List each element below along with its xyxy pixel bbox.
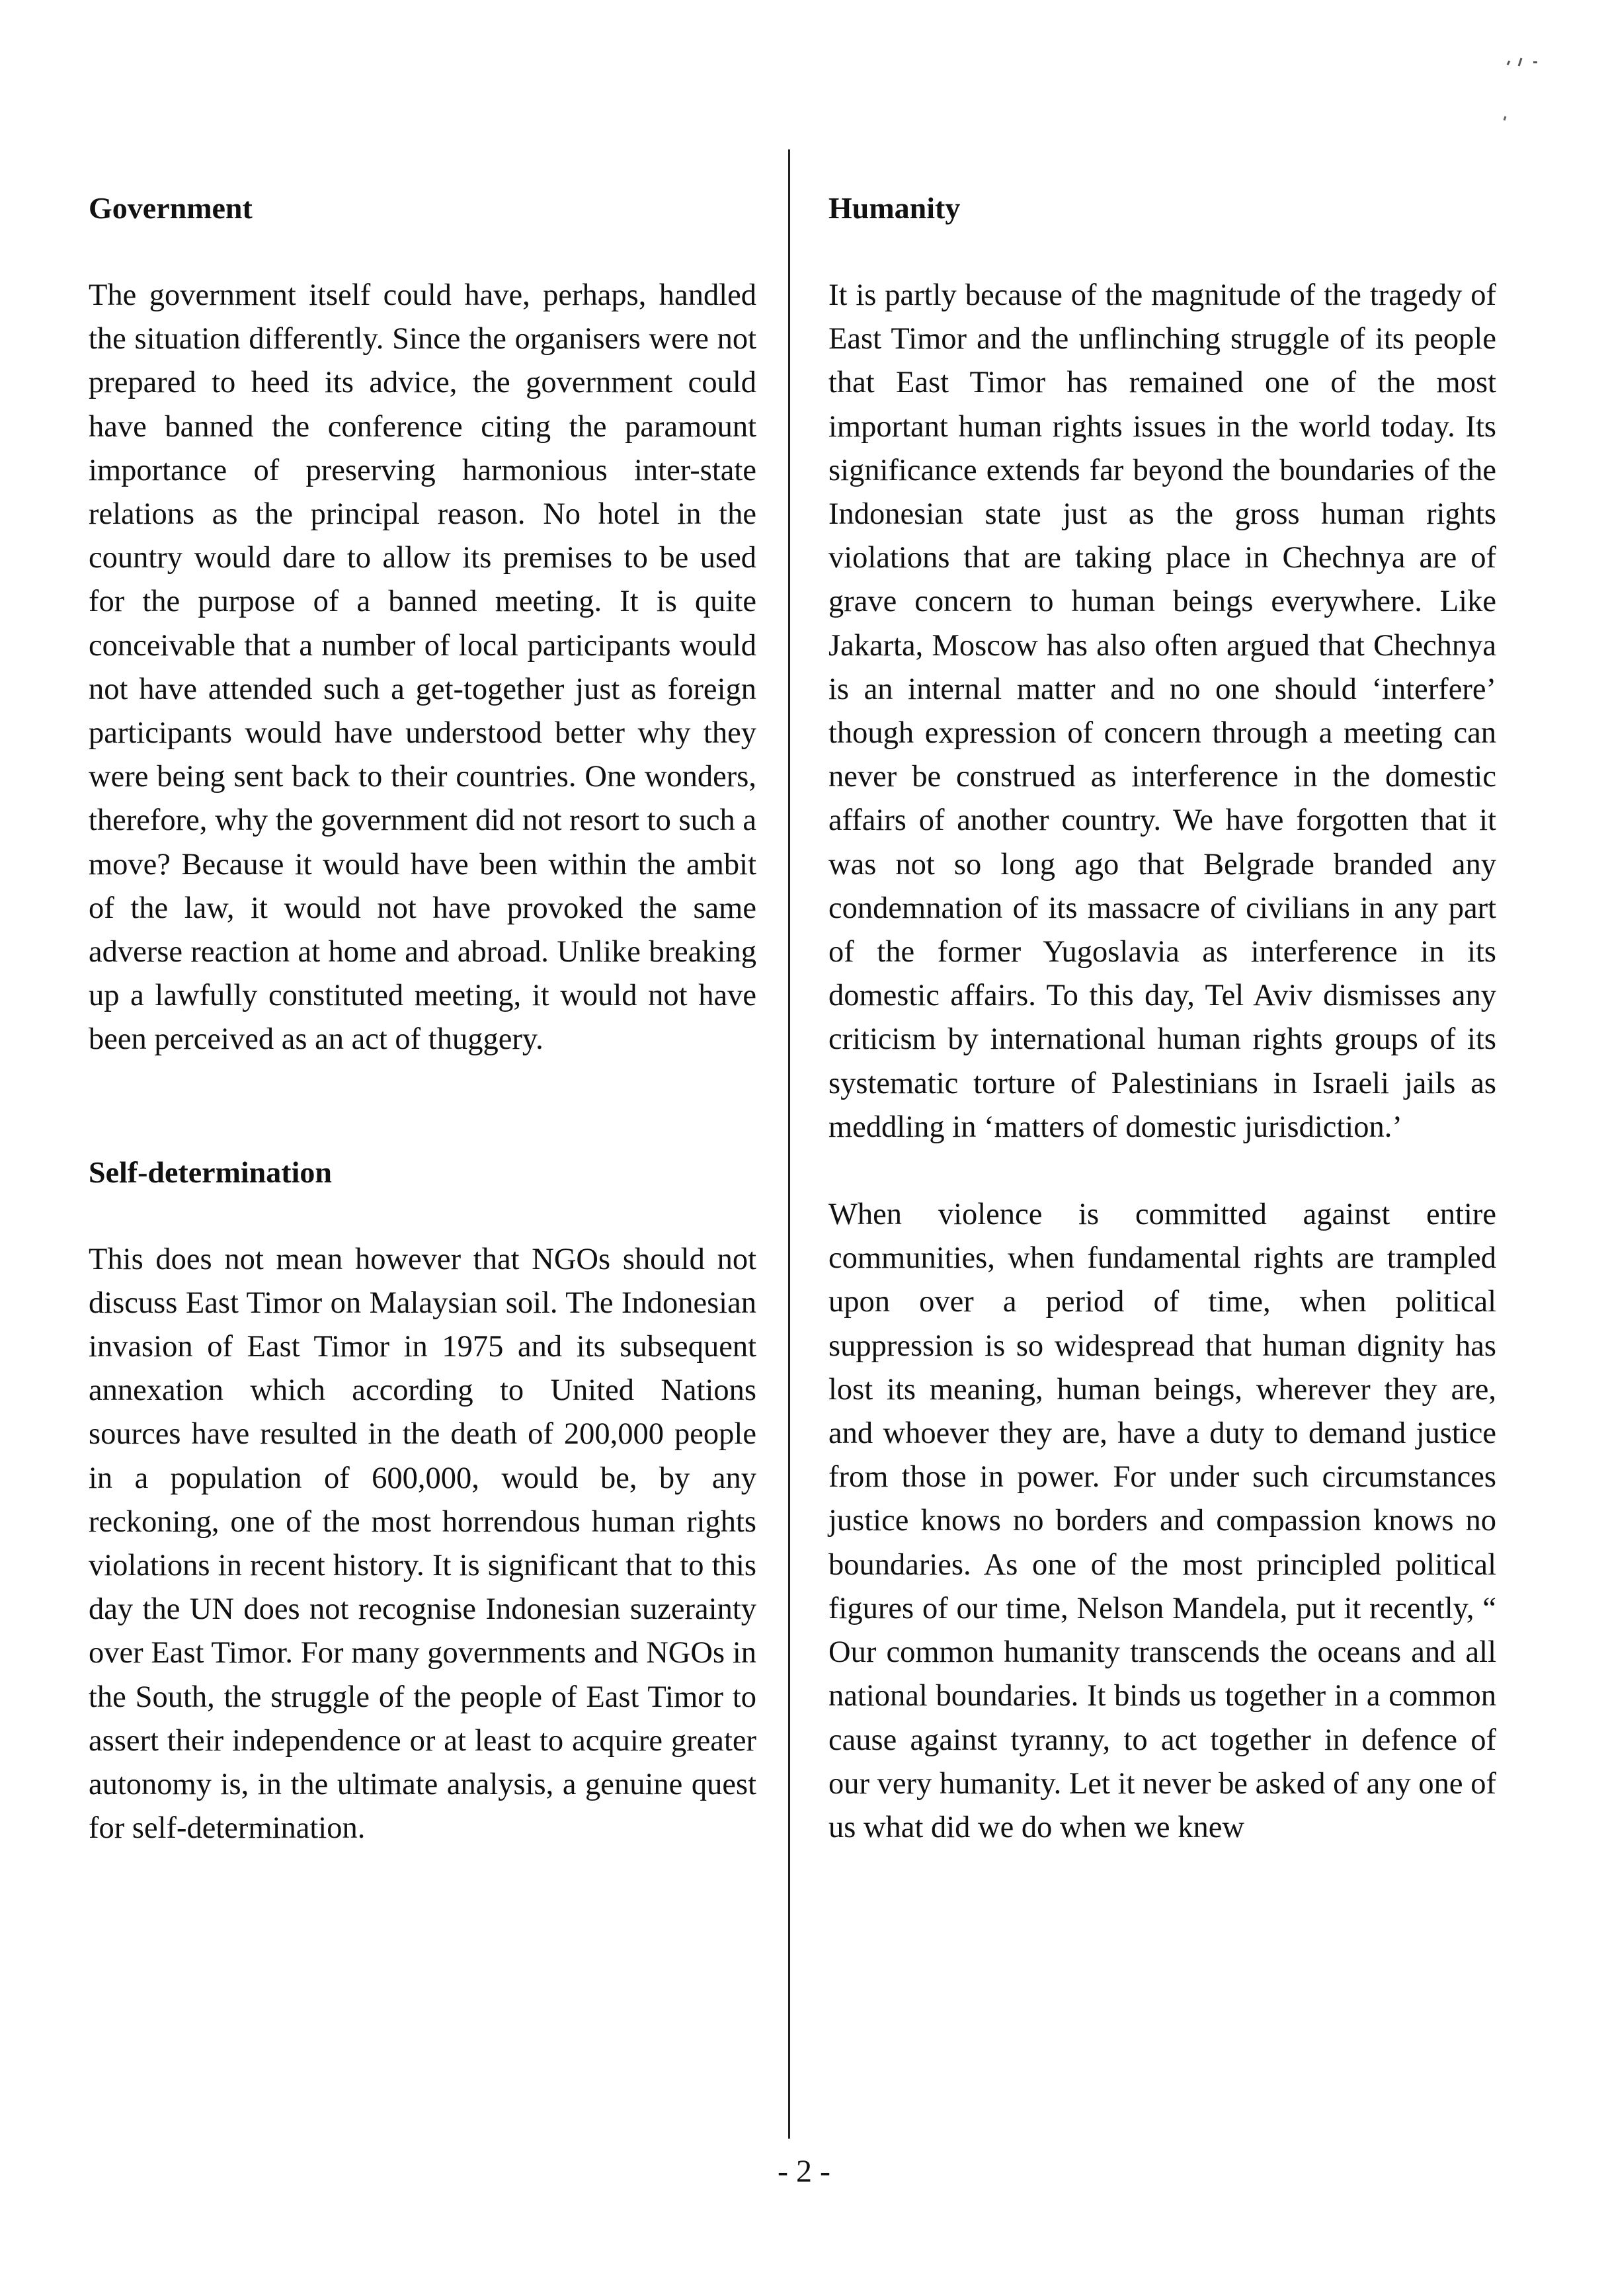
paragraph-self-determination: This does not mean however that NGOs should not discuss East Timor on Malaysian soil. The Indonesian invasion of East Timor in 1975 and its subsequent annexation which according to United Nations sources have resulted in the death of 200,000 people in a population of 600,000, would be, by any reckoning, one of the most horrendous human rights violations in recent history. It is significant that to this day the UN does not recognise Indonesian suzerainty over East Timor. For many governments and NGOs in the South, the struggle of the people of East Timor to assert their independence or at least to acquire greater autonomy is, in the ultimate analysis, a genuine quest for self-determination. <box>89 1242 756 1846</box>
page-number: - 2 - <box>778 2154 830 2189</box>
section-humanity <box>828 186 1496 1850</box>
right-column <box>828 186 1496 1850</box>
section-self-determination <box>89 1151 756 1851</box>
scan-speck-marks <box>1484 46 1564 139</box>
section-heading-humanity: Humanity <box>828 191 961 225</box>
section-heading-self-determination: Self-determination <box>89 1155 332 1189</box>
section-heading-government: Government <box>89 191 253 225</box>
column-divider <box>788 149 790 2139</box>
section-government <box>89 186 756 1062</box>
paragraph-humanity-2: When violence is committed against entire communities, when fundamental rights are trampled upon over a period of time, when political suppression is so widespread that human dignity has lost its meaning, human beings, wherever they are, and whoever they are, have a duty to demand justice from those in power. For under such circumstances justice knows no borders and compassion knows no boundaries. As one of the most principled political figures of our time, Nelson Mandela, put it recently, “ Our common humanity transcends the oceans and all national boundaries. It binds us together in a common cause against tyranny, to act together in defence of our very humanity. Let it never be asked of any one of us what did we do when we knew <box>828 1198 1496 1844</box>
left-column <box>89 186 756 1851</box>
paragraph-government: The government itself could have, perhaps, handled the situation differently. Since the organisers were not prepared to heed its advice, the government could have banned the conference citing the paramount importance of preserving harmonious inter-state relations as the principal reason. No hotel in the country would dare to allow its premises to be used for the purpose of a banned meeting. It is quite conceivable that a number of local participants would not have attended such a get-together just as foreign participants would have understood better why they were being sent back to their countries. One wonders, therefore, why the government did not resort to such a move? Because it would have been within the ambit of the law, it would not have provoked the same adverse reaction at home and abroad. Unlike breaking up a lawfully constituted meeting, it would not have been perceived as an act of thuggery. <box>89 278 756 1057</box>
paragraph-humanity-1: It is partly because of the magnitude of the tragedy of East Timor and the unflinching struggle of its people that East Timor has remained one of the most important human rights issues in the world today. Its significance extends far beyond the boundaries of the Indonesian state just as the gross human rights violations that are taking place in Chechnya are of grave concern to human beings everywhere. Like Jakarta, Moscow has also often argued that Chechnya is an internal matter and no one should ‘interfere’ though expression of concern through a meeting can never be construed as interference in the domestic affairs of another country. We have forgotten that it was not so long ago that Belgrade branded any condemnation of its massacre of civilians in any part of the former Yugoslavia as interference in its domestic affairs. To this day, Tel Aviv dismisses any criticism by international human rights groups of its systematic torture of Palestinians in Israeli jails as meddling in ‘matters of domestic jurisdiction.’ <box>828 278 1496 1144</box>
